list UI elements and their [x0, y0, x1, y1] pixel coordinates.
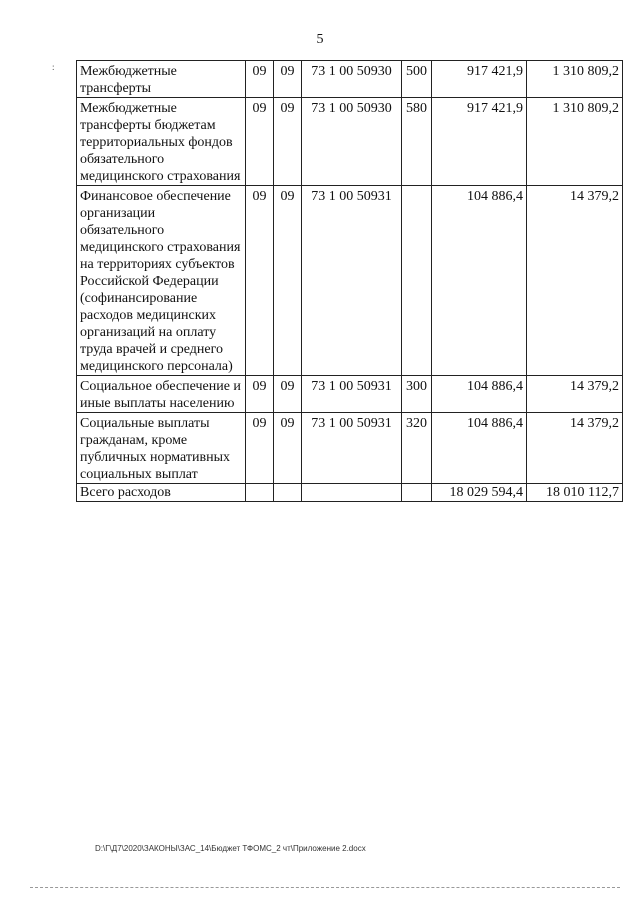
row-target-code: 73 1 00 50931: [302, 376, 402, 413]
table-row: [77, 413, 623, 484]
file-path-footer: D:\Г\Д7\2020\ЗАКОНЫ\ЗАС_14\Бюджет ТФОМС_2 чт\Приложение 2.docx: [95, 844, 366, 853]
row-expense-type: 500: [402, 61, 432, 98]
row-section: 09: [246, 61, 274, 98]
total-amount-2021: 18 029 594,4: [432, 484, 527, 502]
row-section: 09: [246, 376, 274, 413]
scan-edge-line: [30, 887, 620, 888]
table-row: [77, 186, 623, 376]
table-row: [77, 98, 623, 186]
total-amount-2022: 18 010 112,7: [527, 484, 623, 502]
row-expense-type: 300: [402, 376, 432, 413]
row-amount-2022: 14 379,2: [527, 413, 623, 484]
budget-table-body: [77, 61, 623, 502]
row-amount-2022: 14 379,2: [527, 186, 623, 376]
row-subsection: 09: [274, 98, 302, 186]
row-amount-2022: 1 310 809,2: [527, 61, 623, 98]
row-name: Социальное обеспечение и иные выплаты населению: [77, 376, 246, 413]
total-empty-cell: [246, 484, 274, 502]
budget-table: [76, 60, 623, 502]
row-target-code: 73 1 00 50930: [302, 98, 402, 186]
page-number: 5: [316, 32, 324, 47]
row-expense-type: [402, 186, 432, 376]
row-amount-2021: 917 421,9: [432, 61, 527, 98]
total-empty-cell: [274, 484, 302, 502]
row-amount-2021: 104 886,4: [432, 413, 527, 484]
row-subsection: 09: [274, 413, 302, 484]
row-section: 09: [246, 413, 274, 484]
row-name: Межбюджетные трансферты: [77, 61, 246, 98]
row-amount-2021: 917 421,9: [432, 98, 527, 186]
table-row: [77, 61, 623, 98]
total-empty-cell: [302, 484, 402, 502]
row-name: Социальные выплаты гражданам, кроме публичных нормативных социальных выплат: [77, 413, 246, 484]
total-row: [77, 484, 623, 502]
total-empty-cell: [402, 484, 432, 502]
row-name: Финансовое обеспечение организации обязательного медицинского страхования на территориях субъектов Российской Федерации (софинансирование расходов медицинских организаций на оплату труда врачей и среднего медицинского персонала): [77, 186, 246, 376]
row-target-code: 73 1 00 50931: [302, 413, 402, 484]
row-expense-type: 320: [402, 413, 432, 484]
row-name: Межбюджетные трансферты бюджетам территориальных фондов обязательного медицинского страхования: [77, 98, 246, 186]
scan-speck: :: [52, 62, 55, 72]
row-section: 09: [246, 98, 274, 186]
row-amount-2021: 104 886,4: [432, 376, 527, 413]
row-amount-2022: 1 310 809,2: [527, 98, 623, 186]
total-label: Всего расходов: [77, 484, 246, 502]
row-expense-type: 580: [402, 98, 432, 186]
row-target-code: 73 1 00 50931: [302, 186, 402, 376]
table-row: [77, 376, 623, 413]
row-amount-2021: 104 886,4: [432, 186, 527, 376]
row-subsection: 09: [274, 376, 302, 413]
row-amount-2022: 14 379,2: [527, 376, 623, 413]
row-subsection: 09: [274, 61, 302, 98]
row-subsection: 09: [274, 186, 302, 376]
row-target-code: 73 1 00 50930: [302, 61, 402, 98]
row-section: 09: [246, 186, 274, 376]
